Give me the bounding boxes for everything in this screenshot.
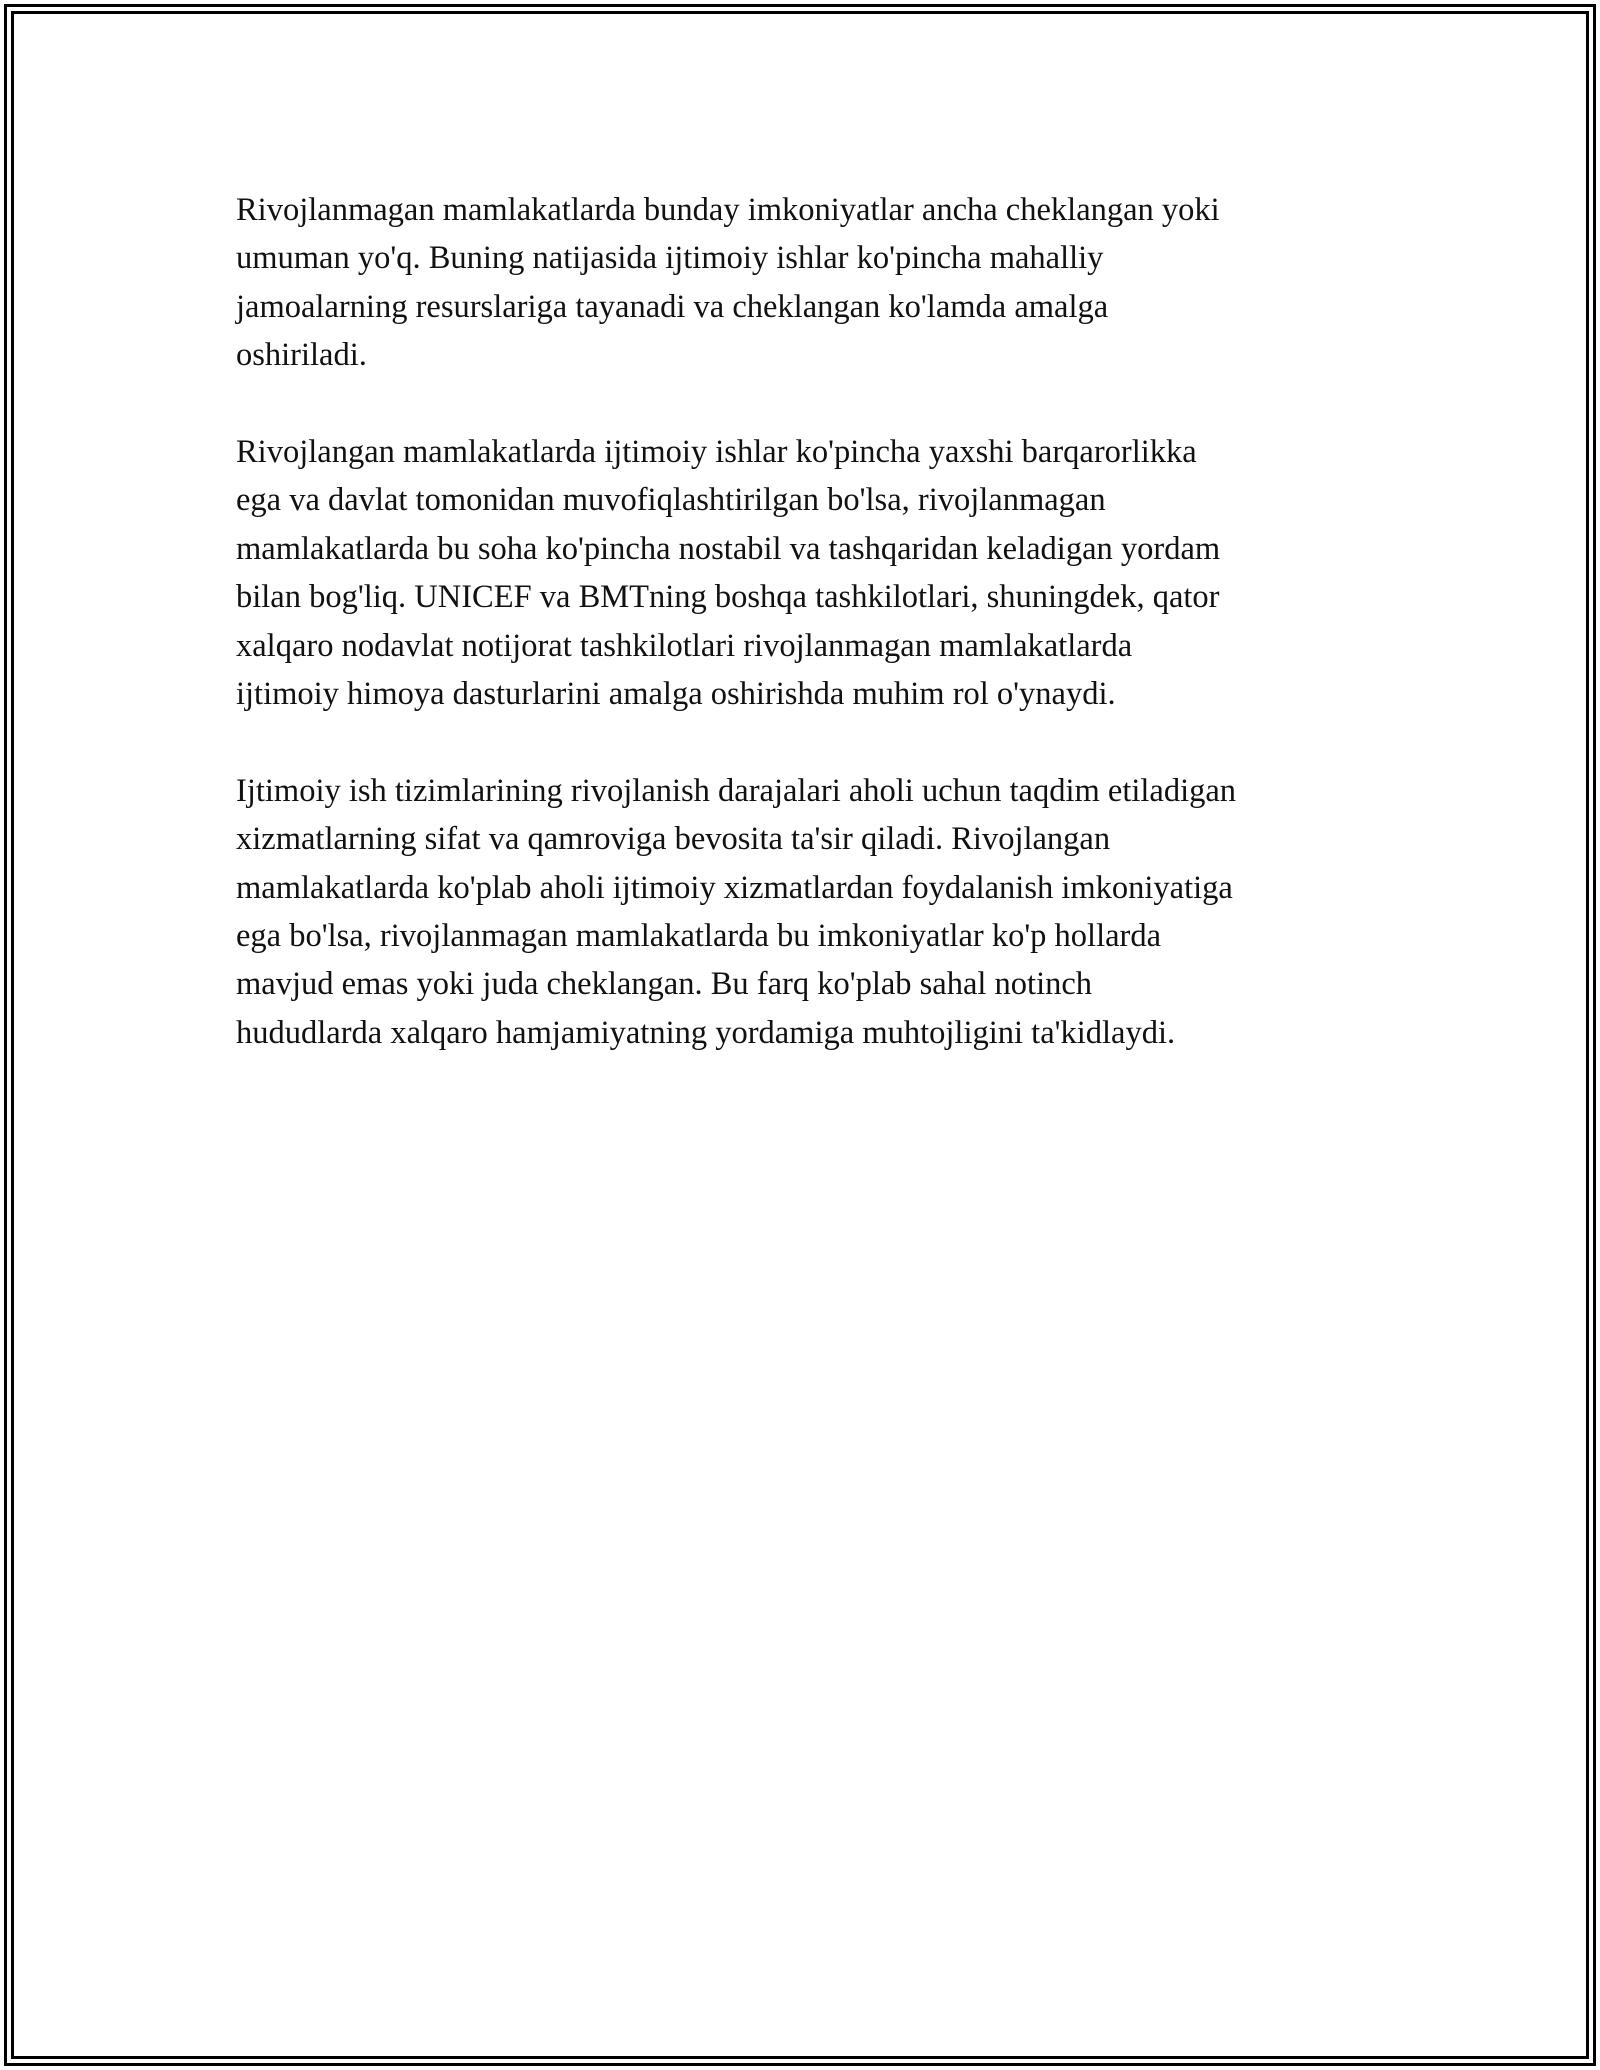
paragraph-1 — [236, 186, 1370, 380]
text-line: xizmatlarning sifat va qamroviga bevosita ta'sir qiladi. Rivojlangan — [236, 821, 1111, 858]
paragraph-3 — [236, 767, 1370, 1057]
text-line: ijtimoiy himoya dasturlarini amalga oshirishda muhim rol o'ynaydi. — [236, 676, 1116, 713]
text-line: Rivojlanmagan mamlakatlarda bunday imkoniyatlar ancha cheklangan yoki — [236, 192, 1220, 228]
text-line: ega va davlat tomonidan muvofiqlashtirilgan bo'lsa, rivojlanmagan — [236, 482, 1106, 519]
text-line: mavjud emas yoki juda cheklangan. Bu farq ko'plab sahal notinch — [236, 966, 1093, 1003]
text-line: mamlakatlarda ko'plab aholi ijtimoiy xizmatlardan foydalanish imkoniyatiga — [236, 869, 1233, 906]
paragraph-2 — [236, 428, 1370, 718]
text-line: bilan bog'liq. UNICEF va BMTning boshqa tashkilotlari, shuningdek, qator — [236, 579, 1220, 616]
text-line: Ijtimoiy ish tizimlarining rivojlanish darajalari aholi uchun taqdim etiladigan — [236, 772, 1237, 809]
text-line: mamlakatlarda bu soha ko'pincha nostabil va tashqaridan keladigan yordam — [236, 530, 1221, 567]
text-line: ega bo'lsa, rivojlanmagan mamlakatlarda bu imkoniyatlar ko'p hollarda — [236, 918, 1162, 955]
text-line: umuman yo'q. Buning natijasida ijtimoiy ishlar ko'pincha mahalliy — [236, 240, 1104, 277]
document-body — [236, 186, 1370, 1106]
text-line: hududlarda xalqaro hamjamiyatning yordamiga muhtojligini ta'kidlaydi. — [236, 1014, 1176, 1051]
text-line: xalqaro nodavlat notijorat tashkilotlari rivojlanmagan mamlakatlarda — [236, 627, 1133, 664]
text-line: Rivojlangan mamlakatlarda ijtimoiy ishlar ko'pincha yaxshi barqarorlikka — [236, 434, 1197, 471]
text-line: oshiriladi. — [236, 337, 367, 374]
text-line: jamoalarning resurslariga tayanadi va cheklangan ko'lamda amalga — [236, 288, 1109, 325]
